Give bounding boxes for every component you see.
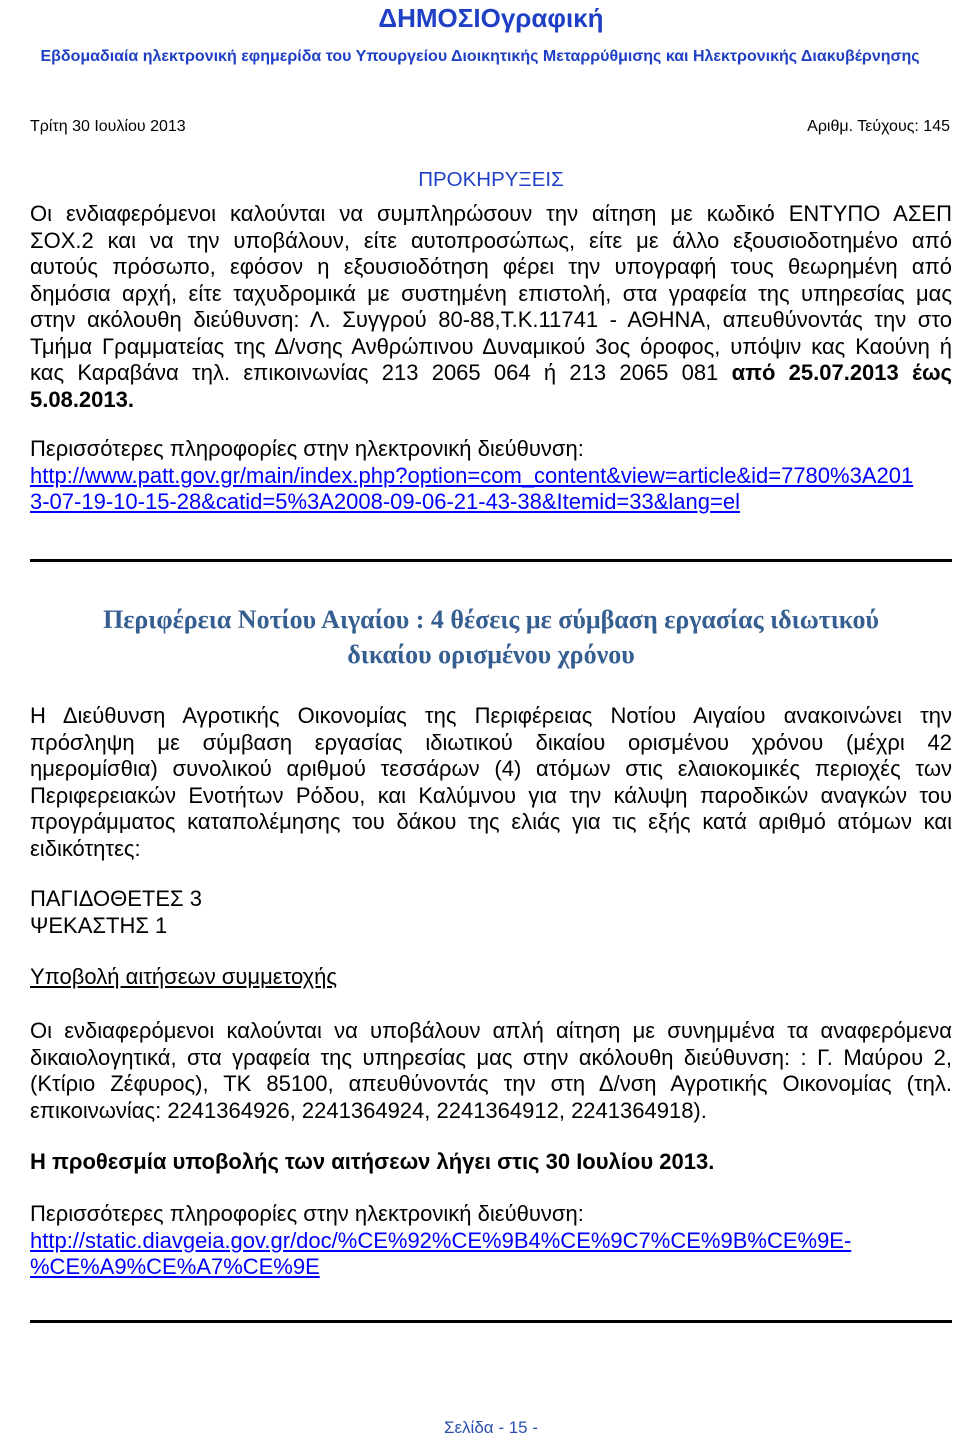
issue-number: Αριθμ. Τεύχους: 145 [807, 118, 950, 135]
notice-1-line [30, 387, 952, 414]
application-period-end: 5.08.2013. [30, 386, 134, 412]
page-number: Σελίδα - 15 - [443, 1418, 539, 1437]
notice-1-line: Τμήμα Γραμματείας της Δ/νσης Ανθρώπινου Δυναμικού 3ος όροφος, υπόψιν κας Καούνη ή [30, 333, 952, 359]
more-info-link-line [30, 1228, 952, 1255]
notice-2-more-info [30, 1201, 952, 1281]
section-divider [30, 559, 952, 562]
contact-phones-text: κας Καραβάνα τηλ. επικοινωνίας 213 2065 064 ή 213 2065 081 [30, 360, 719, 385]
issue-date: Τρίτη 30 Ιουλίου 2013 [30, 118, 186, 135]
submission-line: Οι ενδιαφερόμενοι καλούνται να υποβάλουν απλή αίτηση με συνημμένα τα αναφερόμενα [30, 1018, 952, 1043]
notice-1-line: ΣΟΧ.2 και να την υποβάλουν, είτε αυτοπροσώπως, είτε με άλλο εξουσιοδοτημένο από [30, 227, 952, 253]
notice-1-more-info [30, 436, 952, 516]
more-info-link-line [30, 489, 952, 516]
submission-line: επικοινωνίας: 2241364926, 2241364924, 2241364912, 2241364918). [30, 1097, 707, 1123]
notice-1-line [30, 360, 952, 387]
notice-1-line: στην ακόλουθη διεύθυνση: Λ. Συγγρού 80-88,Τ.Κ.11741 - ΑΘΗΝΑ, απευθύνοντάς την στο [30, 307, 952, 332]
application-period-start: από 25.07.2013 έως [731, 360, 952, 385]
notice-2-heading [30, 602, 952, 672]
section-divider [30, 1320, 952, 1323]
position-list [30, 886, 952, 939]
notice-2-link-part-2[interactable]: %CE%A9%CE%A7%CE%9E [30, 1254, 320, 1279]
notice-2-line: πρόσληψη με σύμβαση εργασίας ιδιωτικού δικαίου ορισμένου χρόνου (μέχρι 42 [30, 729, 952, 755]
more-info-label: Περισσότερες πληροφορίες στην ηλεκτρονική διεύθυνση: [30, 1201, 584, 1226]
submission-line: δικαιολογητικά, στα γραφεία της υπηρεσίας μας στην ακόλουθη διεύθυνση: : Γ. Μαύρου 2, [30, 1044, 952, 1070]
newspaper-subtitle: Εβδομαδιαία ηλεκτρονική εφημερίδα του Υπουργείου Διοικητικής Μεταρρύθμισης και Ηλεκτρονικής Διακυβέρνησης [40, 48, 920, 65]
submission-heading-block [30, 964, 952, 991]
more-info-link-line [30, 1254, 952, 1281]
deadline-text: Η προθεσμία υποβολής των αιτήσεων λήγει στις 30 Ιουλίου 2013. [30, 1149, 715, 1174]
notice-2-line: Η Διεύθυνση Αγροτικής Οικονομίας της Περιφέρειας Νοτίου Αιγαίου ανακοινώνει την [30, 703, 952, 728]
submission-heading-line [30, 964, 952, 991]
notice-2-link-part-1[interactable]: http://static.diavgeia.gov.gr/doc/%CE%92%CE%9B4%CE%9C7%CE%9B%CE%9E- [30, 1227, 852, 1253]
notice-1-link-part-1[interactable]: http://www.patt.gov.gr/main/index.php?option=com_content&view=article&id=7780%3A201 [30, 462, 914, 488]
position-item: ΨΕΚΑΣΤΗΣ 1 [30, 912, 168, 938]
more-info-label: Περισσότερες πληροφορίες στην ηλεκτρονική διεύθυνση: [30, 436, 584, 461]
notice-1-link-part-2[interactable]: 3-07-19-10-15-28&catid=5%3A2008-09-06-21-43-38&Itemid=33&lang=el [30, 489, 740, 514]
deadline-block [30, 1149, 952, 1176]
notice-1-line: Οι ενδιαφερόμενοι καλούνται να συμπληρώσουν την αίτηση με κωδικό ΕΝΤΥΠΟ ΑΣΕΠ [30, 201, 952, 226]
notice-2-line: Περιφερειακών Ενοτήτων Ρόδου, και Καλύμνου για την κάλυψη παροδικών αναγκών του [30, 782, 952, 808]
submission-heading: Υποβολή αιτήσεων συμμετοχής [30, 964, 337, 989]
notice-2-line: προγράμματος καταπολέμησης του δάκου της ελιάς για τις εξής κατά αριθμό ατόμων και [30, 809, 952, 834]
notice-2-heading-line: Περιφέρεια Νοτίου Αιγαίου : 4 θέσεις με σύμβαση εργασίας ιδιωτικού [103, 605, 879, 634]
issue-info-bar [30, 117, 950, 137]
notice-1-body [30, 201, 952, 413]
more-info-link-line [30, 463, 952, 490]
notice-2-body [30, 703, 952, 862]
notice-2-heading-line: δικαίου ορισμένου χρόνου [347, 640, 635, 669]
notice-1-line: αυτούς πρόσωπο, εφόσον η εξουσιοδότηση φέρει την υπογραφή τους θεωρημένη από [30, 254, 952, 279]
notice-1-line: δημόσια αρχή, είτε ταχυδρομικά με συστημένη επιστολή, στα γραφεία της υπηρεσίας μας [30, 280, 952, 306]
newspaper-title: ΔΗΜΟΣΙΟγραφική [378, 3, 604, 33]
notice-2-line: ειδικότητες: [30, 835, 141, 861]
submission-line: (Κτίριο Ζέφυρος), ΤΚ 85100, απευθύνοντάς την στη Δ/νση Αγροτικής Οικονομίας (τηλ. [30, 1071, 952, 1096]
submission-body [30, 1018, 952, 1124]
position-item: ΠΑΓΙΔΟΘΕΤΕΣ 3 [30, 886, 202, 911]
section-title: ΠΡΟΚΗΡΥΞΕΙΣ [418, 168, 564, 191]
notice-2-line: ημερομίσθια) συνολικού αριθμού τεσσάρων (4) ατόμων στις ελαιοκομικές περιοχές των [30, 756, 952, 781]
